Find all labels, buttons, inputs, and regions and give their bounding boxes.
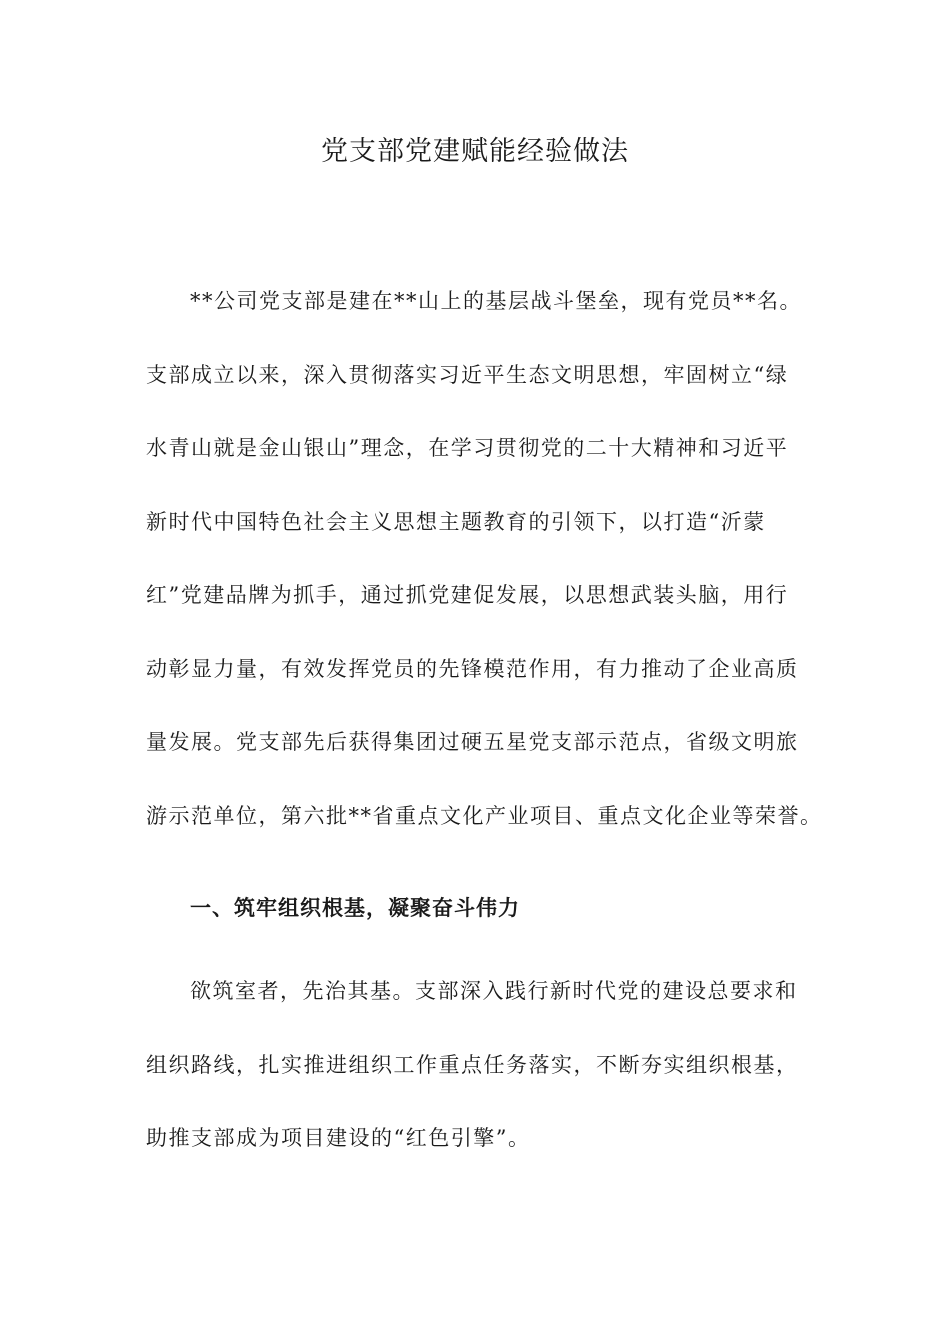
- paragraph-line: 新时代中国特色社会主义思想主题教育的引领下，以打造“沂蒙: [146, 509, 766, 534]
- paragraph-line: 红”党建品牌为抓手，通过抓党建促发展，以思想武装头脑，用行: [146, 583, 789, 607]
- paragraph-line: 组织路线，扎实推进组织工作重点任务落实，不断夯实组织根基，: [146, 1052, 799, 1077]
- document-title: 党支部党建赋能经验做法: [321, 136, 629, 167]
- paragraph-line: 支部成立以来，深入贯彻落实习近平生态文明思想，牢固树立“绿: [146, 362, 789, 387]
- paragraph-line: 动彰显力量，有效发挥党员的先锋模范作用，有力推动了企业高质: [146, 656, 799, 681]
- intro-paragraph: [146, 265, 823, 853]
- paragraph-line: 游示范单位，第六批**省重点文化产业项目、重点文化企业等荣誉。: [146, 803, 823, 828]
- section-heading: 一、筑牢组织根基，凝聚奋斗伟力: [190, 896, 520, 920]
- paragraph-line: 助推支部成为项目建设的“红色引擎”。: [146, 1126, 531, 1150]
- section-paragraph: [146, 955, 806, 1176]
- paragraph-line: 量发展。党支部先后获得集团过硬五星党支部示范点，省级文明旅: [146, 730, 799, 754]
- paragraph-line: **公司党支部是建在**山上的基层战斗堡垒，现有党员**名。: [190, 289, 802, 313]
- paragraph-line: 水青山就是金山银山”理念，在学习贯彻党的二十大精神和习近平: [146, 436, 789, 460]
- paragraph-line: 欲筑室者，先治其基。支部深入践行新时代党的建设总要求和: [190, 979, 798, 1003]
